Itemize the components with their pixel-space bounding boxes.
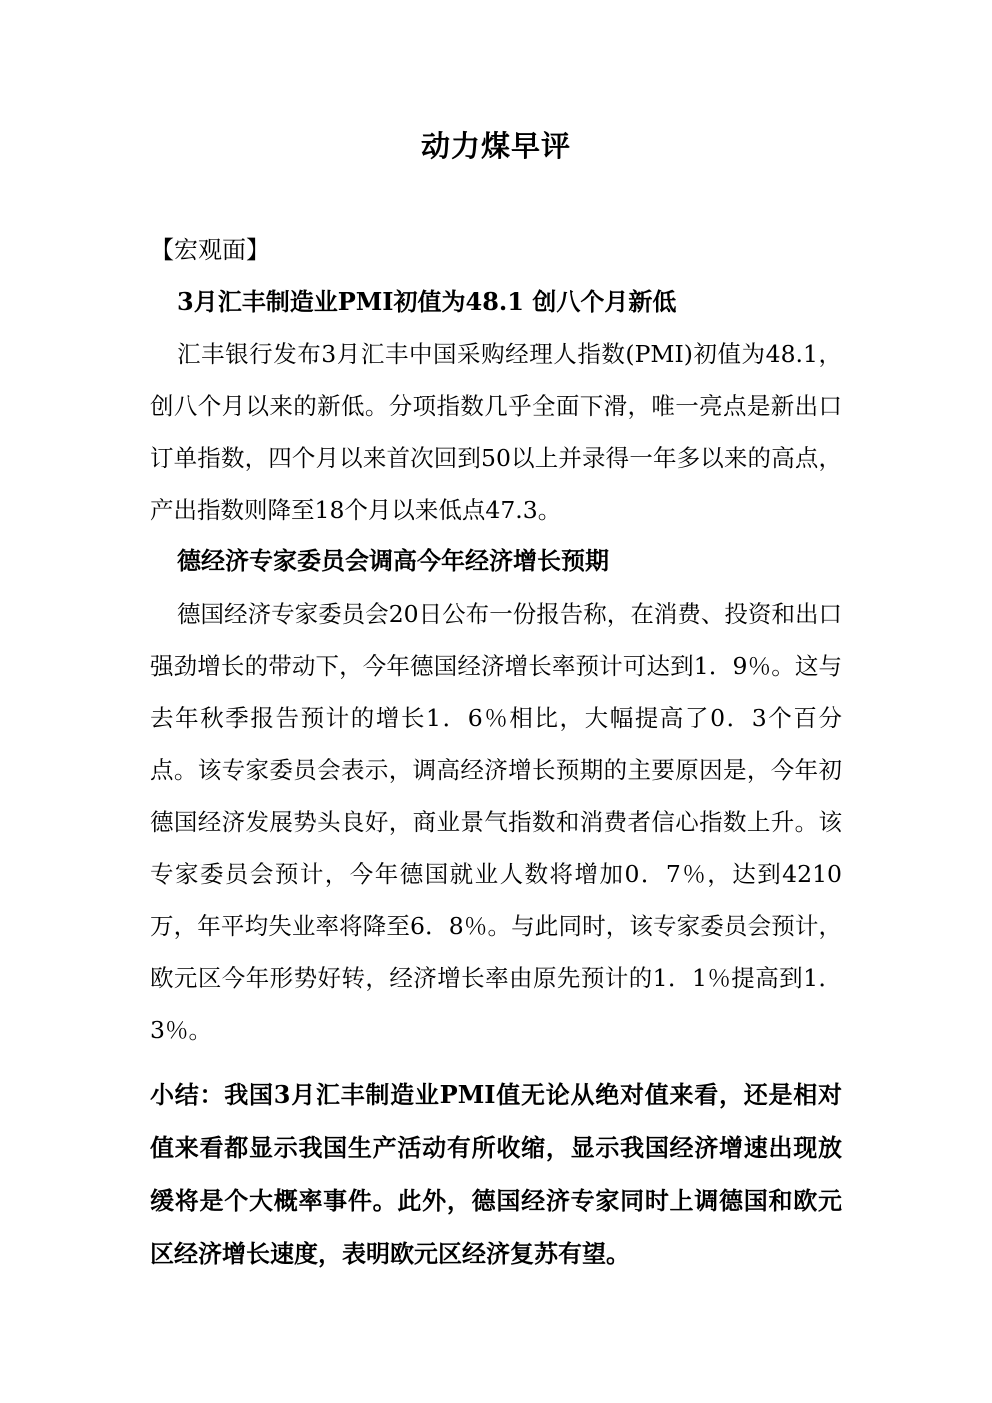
article-heading-pmi: 3月汇丰制造业PMI初值为48.1 创八个月新低 [177,287,677,316]
document-title: 动力煤早评 [420,129,571,163]
section-tag-macro: 【宏观面】 [150,236,270,264]
article-heading-germany: 德经济专家委员会调高今年经济增长预期 [177,546,609,575]
article-body-pmi: 汇丰银行发布3月汇丰中国采购经理人指数(PMI)初值为48.1，创八个月以来的新低。分项指数几乎全面下滑，唯一亮点是新出口订单指数，四个月以来首次回到50以上并录得一年多以来的高点，产出指数则降至18个月以来低点47.3。 [150,340,842,524]
summary-paragraph: 小结：我国3月汇丰制造业PMI值无论从绝对值来看，还是相对值来看都显示我国生产活动有所收缩，显示我国经济增速出现放缓将是个大概率事件。此外，德国经济专家同时上调德国和欧元区经济增长速度，表明欧元区经济复苏有望。 [150,1080,842,1268]
article-body-germany: 德国经济专家委员会20日公布一份报告称，在消费、投资和出口强劲增长的带动下，今年德国经济增长率预计可达到1．9％。这与去年秋季报告预计的增长1．6％相比，大幅提高了0．3个百分点。该专家委员会表示，调高经济增长预期的主要原因是，今年初德国经济发展势头良好，商业景气指数和消费者信心指数上升。该专家委员会预计，今年德国就业人数将增加0．7％，达到4210万，年平均失业率将降至6．8％。与此同时，该专家委员会预计，欧元区今年形势好转，经济增长率由原先预计的1．1％提高到1．3％。 [150,600,842,1044]
